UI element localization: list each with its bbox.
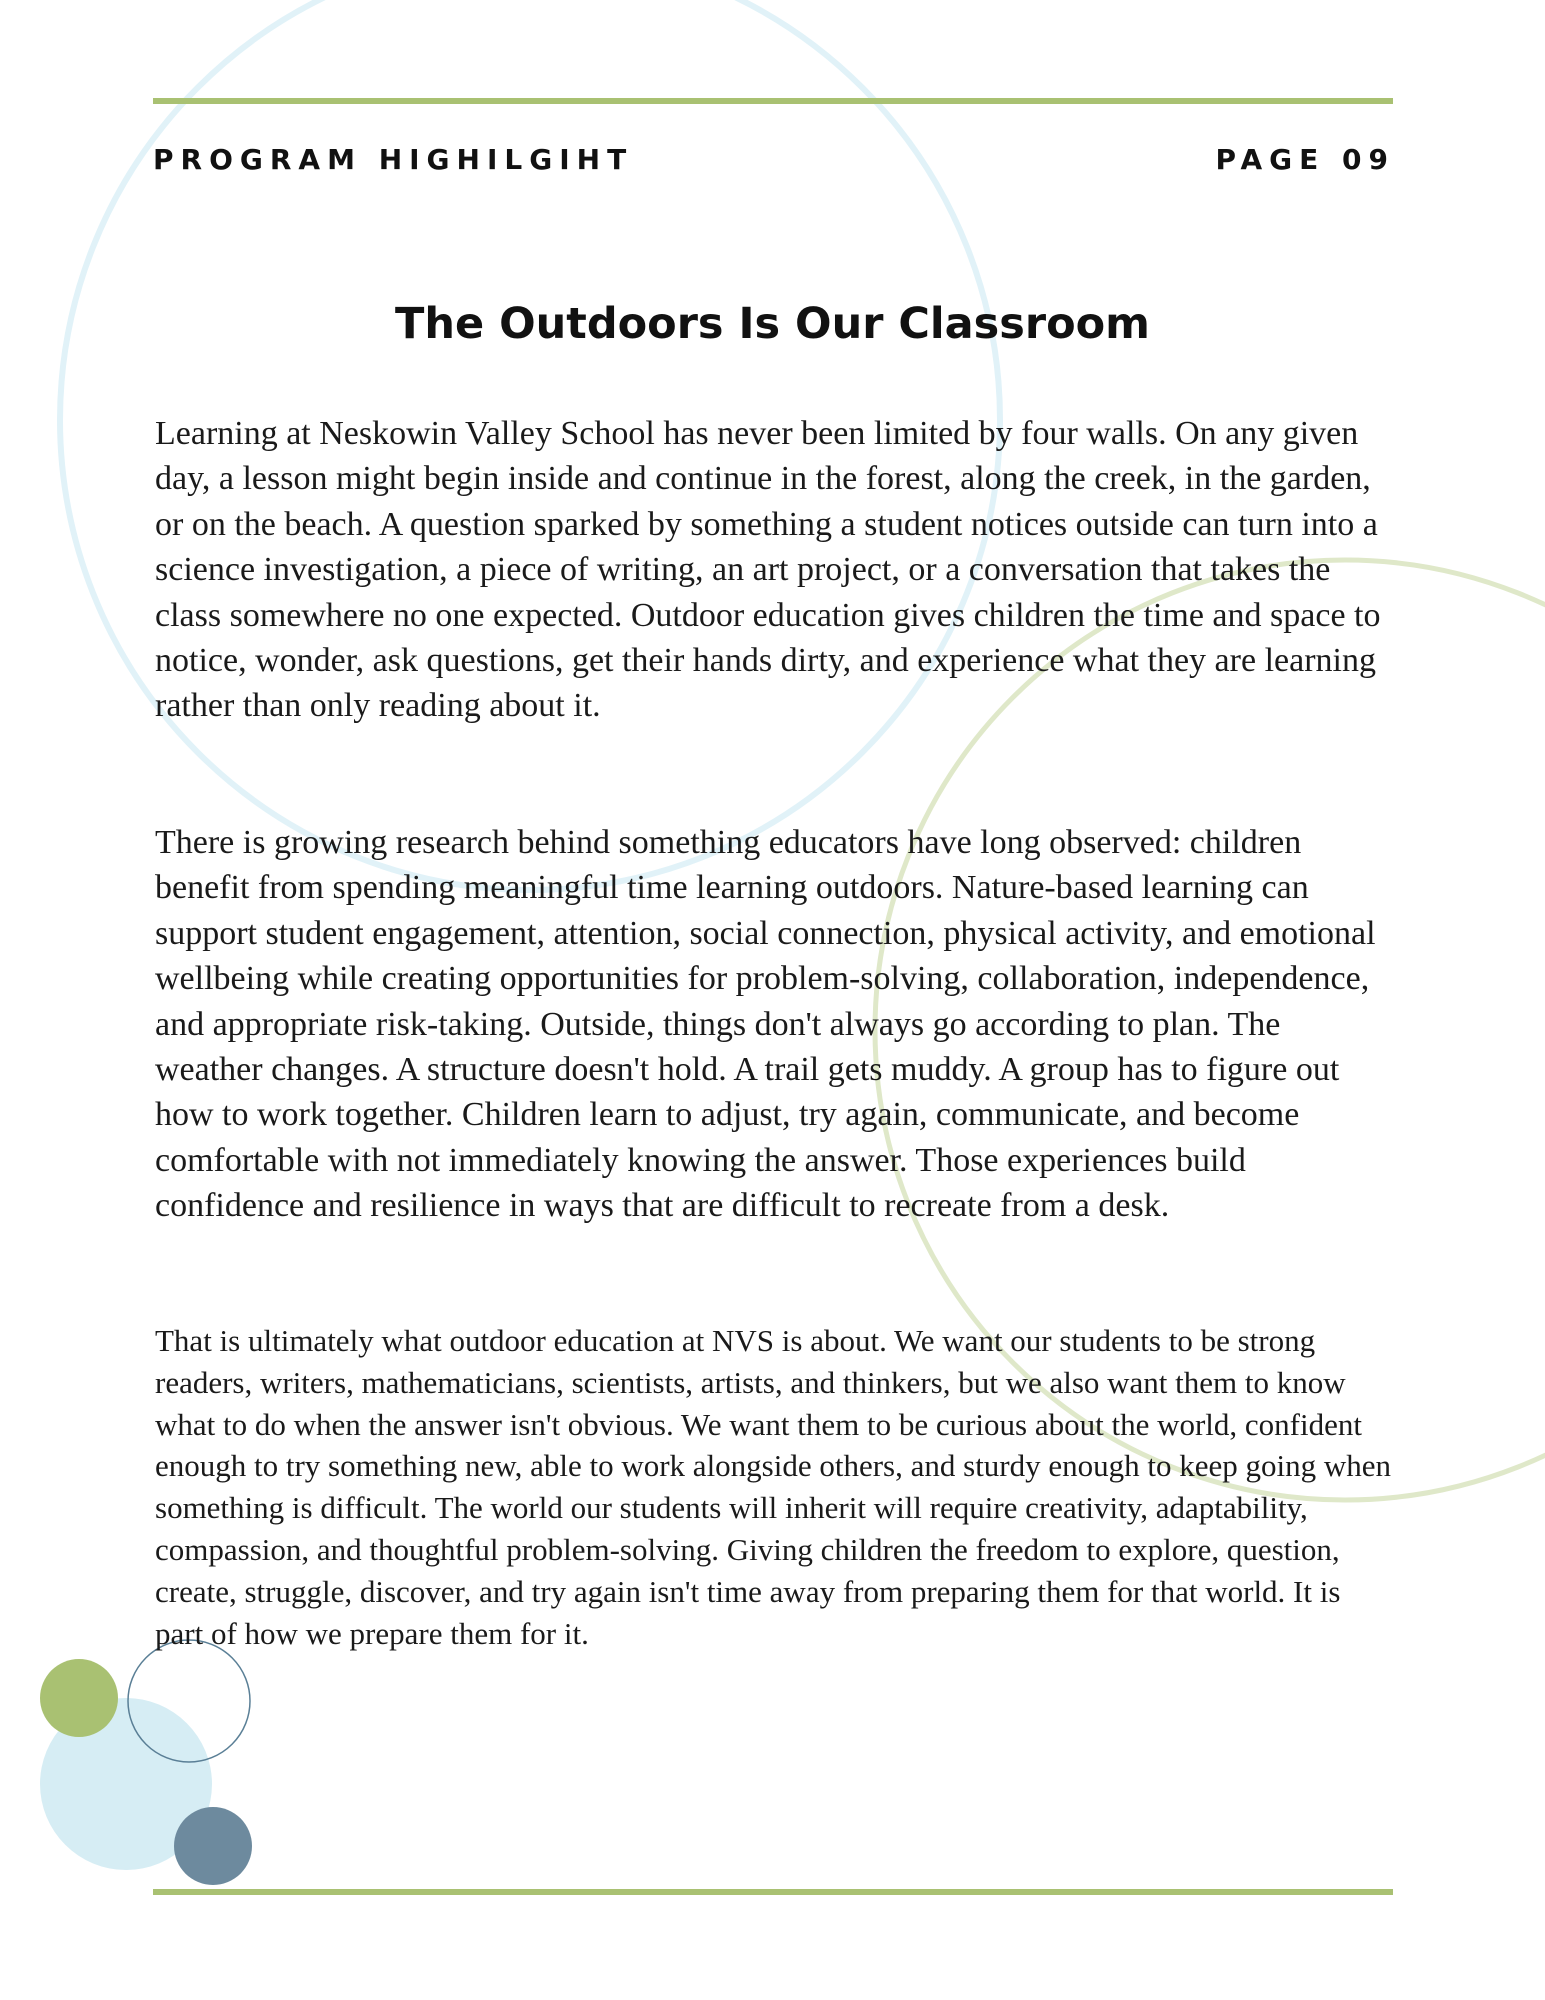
article-title: The Outdoors Is Our Classroom [395, 299, 1150, 349]
green-dot [40, 1659, 118, 1737]
article-paragraph-3: That is ultimately what outdoor education at NVS is about. We want our students to be strong readers, writers, mathematicians, scientists, artists, and thinkers, but we also want them to know what to do when the answer isn't obvious. We want them to be curious about the world, confident enough to try something new, able to work alongside others, and sturdy enough to keep going when something is difficult. The world our students will inherit will require creativity, adaptability, compassion, and thoughtful problem-solving. Giving children the freedom to explore, question, create, struggle, discover, and try again isn't time away from preparing them for that world. It is part of how we prepare them for it. [155, 1323, 1392, 1651]
light-blue-dot [40, 1698, 212, 1870]
bottom-divider-line [153, 1889, 1393, 1895]
slate-dot [174, 1807, 252, 1885]
page-number: PAGE 09 [1215, 143, 1395, 176]
outline-blue-ring [128, 1640, 250, 1762]
article-paragraph-2: There is growing research behind something educators have long observed: children benefit from spending meaningful time learning outdoors. Nature-based learning can support student engagement, attention, social connection, physical activity, and emotional wellbeing while creating opportunities for problem-solving, collaboration, independence, and appropriate risk-taking. Outside, things don't always go according to plan. The weather changes. A structure doesn't hold. A trail gets muddy. A group has to figure out how to work together. Children learn to adjust, try again, communicate, and become comfortable with not immediately knowing the answer. Those experiences build confidence and resilience in ways that are difficult to recreate from a desk. [155, 824, 1376, 1225]
top-divider-line [153, 98, 1393, 104]
article-paragraph-1: Learning at Neskowin Valley School has never been limited by four walls. On any given day, a lesson might begin inside and continue in the forest, along the creek, in the garden, or on the beach. A question sparked by something a student notices outside can turn into a science investigation, a piece of writing, an art project, or a conversation that takes the class somewhere no one expected. Outdoor education gives children the time and space to notice, wonder, ask questions, get their hands dirty, and experience what they are learning rather than only reading about it. [155, 415, 1381, 725]
section-label: PROGRAM HIGHILGIHT [153, 143, 634, 176]
